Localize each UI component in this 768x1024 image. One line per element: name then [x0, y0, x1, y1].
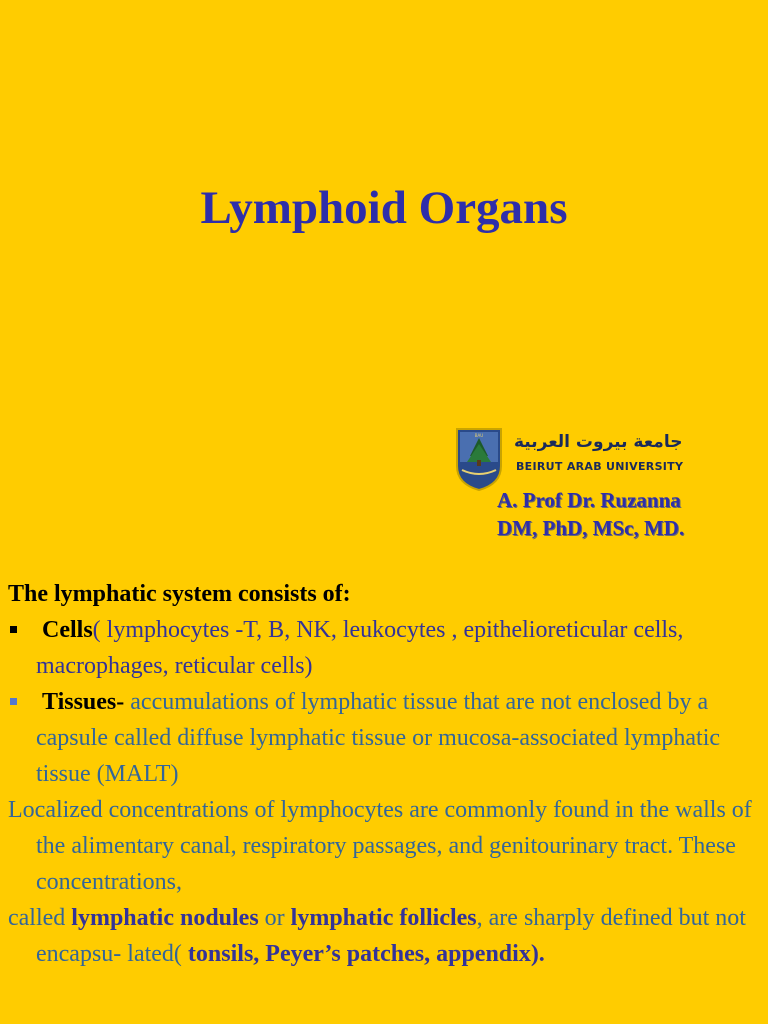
- paragraph-localized: Localized concentrations of lymphocytes are commonly found in the walls of the alimentary canal, respiratory passages, and genitourinary tract. These concentrations,: [8, 797, 752, 895]
- slide-title: Lymphoid Organs: [200, 182, 568, 234]
- bullet-tissues: [8, 684, 760, 792]
- svg-text:BAU: BAU: [474, 433, 484, 438]
- square-bullet-icon: [10, 626, 17, 633]
- bullet-tissues-text: accumulations of lymphatic tissue that are not enclosed by a capsule called diffuse lymphatic tissue or mucosa-associated lymphatic tissue (MALT): [36, 689, 721, 787]
- term-examples: tonsils, Peyer’s patches, appendix).: [187, 941, 545, 967]
- author-block: [497, 486, 684, 542]
- university-name-english: BEIRUT ARAB UNIVERSITY: [516, 460, 684, 473]
- paragraph-nodules: called lymphatic nodules or lymphatic follicles, are sharply defined but not encapsu- lated( tonsils, Peyer’s patches, appendix).: [8, 905, 746, 967]
- bullet-cells-text: ( lymphocytes -T, B, NK, leukocytes , epithelioreticular cells, macrophages, reticular cells): [36, 617, 684, 679]
- university-name-arabic: جامعة بيروت العربية: [514, 432, 683, 452]
- author-name: A. Prof Dr. Ruzanna: [497, 488, 681, 512]
- slide-body: [8, 576, 760, 972]
- term-lymphatic-nodules: lymphatic nodules: [71, 905, 259, 931]
- bullet-cells: [8, 612, 760, 684]
- author-degrees: DM, PhD, MSc, MD.: [497, 516, 685, 540]
- square-bullet-icon: [10, 698, 17, 705]
- bullet-tissues-label: Tissues-: [42, 689, 125, 715]
- bullet-cells-label: Cells: [42, 617, 93, 643]
- body-intro: The lymphatic system consists of:: [8, 581, 351, 607]
- term-lymphatic-follicles: lymphatic follicles: [290, 905, 477, 931]
- university-crest-icon: [454, 426, 504, 492]
